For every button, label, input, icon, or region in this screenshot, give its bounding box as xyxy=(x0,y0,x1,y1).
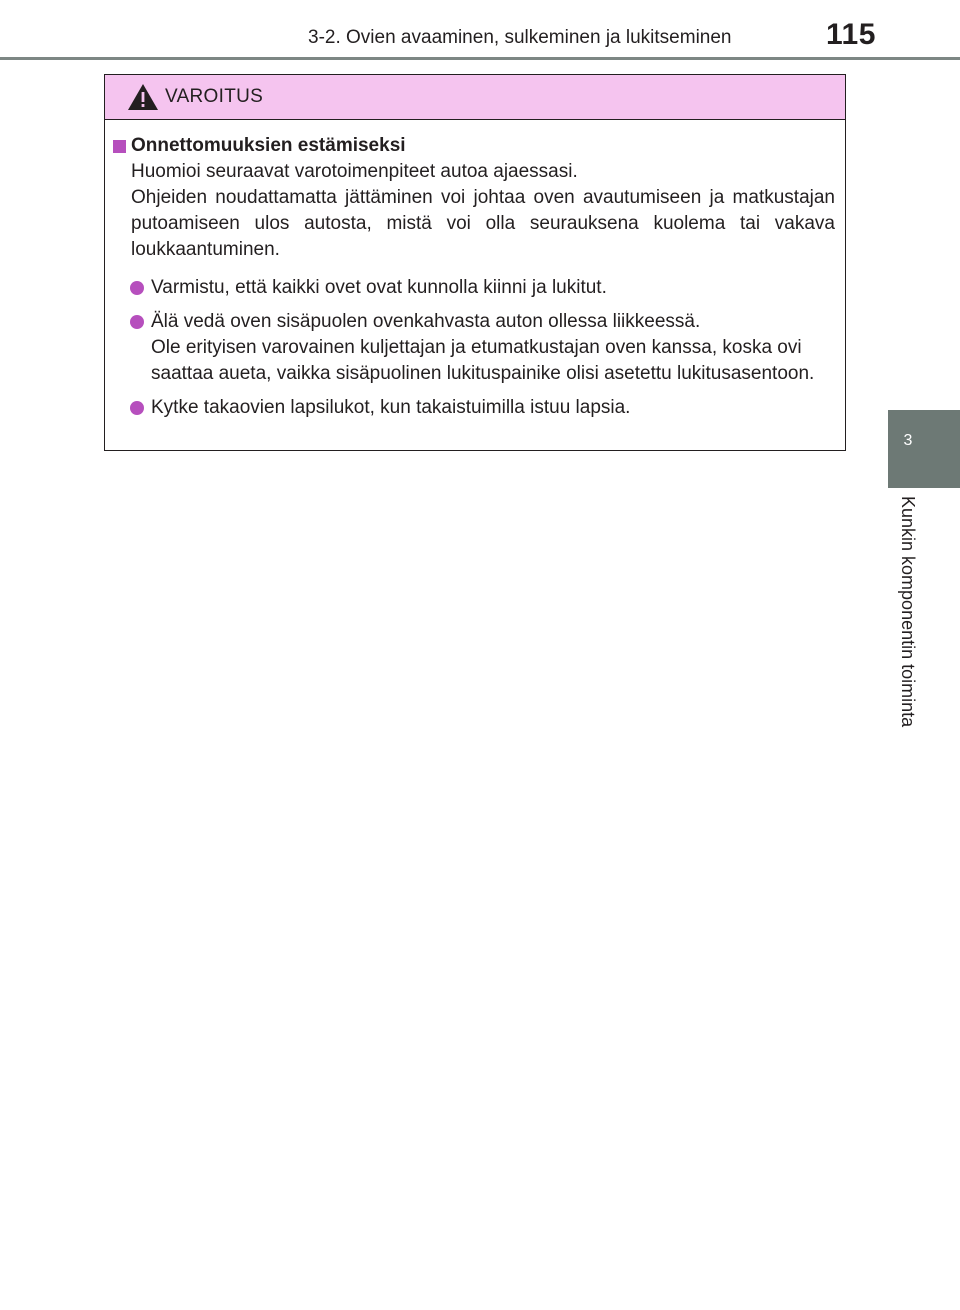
intro-line: Huomioi seuraavat varotoimenpiteet autoa ajaessasi. xyxy=(131,161,578,182)
chapter-number: 3 xyxy=(903,432,913,449)
section-heading xyxy=(105,133,845,159)
warning-body xyxy=(105,133,845,421)
list-item-text: Älä vedä oven sisäpuolen ovenkahvasta auton ollessa liikkeessä. xyxy=(151,311,701,332)
page-header-title: 3-2. Ovien avaaminen, sulkeminen ja lukitseminen xyxy=(308,27,732,48)
list-item xyxy=(105,309,837,387)
chapter-tab xyxy=(888,410,960,488)
header-divider xyxy=(0,57,960,60)
round-bullet-icon xyxy=(130,281,144,295)
round-bullet-icon xyxy=(130,401,144,415)
section-heading-text: Onnettomuuksien estämiseksi xyxy=(131,135,406,156)
list-item xyxy=(105,395,837,421)
list-item-text: Varmistu, että kaikki ovet ovat kunnolla kiinni ja lukitut. xyxy=(151,277,607,298)
chapter-label: Kunkin komponentin toiminta xyxy=(898,496,918,728)
list-item-text: Kytke takaovien lapsilukot, kun takaistuimilla istuu lapsia. xyxy=(151,397,631,418)
intro-paragraph: Ohjeiden noudattamatta jättäminen voi johtaa oven avautumiseen ja matkustajan putoamiseen ulos autosta, mistä voi olla seurauksena kuolema tai vakava loukkaantuminen. xyxy=(131,187,835,260)
list-item xyxy=(105,275,837,301)
square-bullet-icon xyxy=(113,140,126,153)
round-bullet-icon xyxy=(130,315,144,329)
warning-title: VAROITUS xyxy=(165,86,264,107)
list-item-detail: Ole erityisen varovainen kuljettajan ja etumatkustajan oven kanssa, koska ovi saattaa aueta, vaikka sisäpuolinen lukituspainike olisi asetettu lukitusasentoon. xyxy=(151,337,815,384)
page-number: 115 xyxy=(826,18,876,51)
warning-box xyxy=(104,74,846,451)
warning-header xyxy=(105,75,845,120)
warning-triangle-icon xyxy=(127,83,159,111)
